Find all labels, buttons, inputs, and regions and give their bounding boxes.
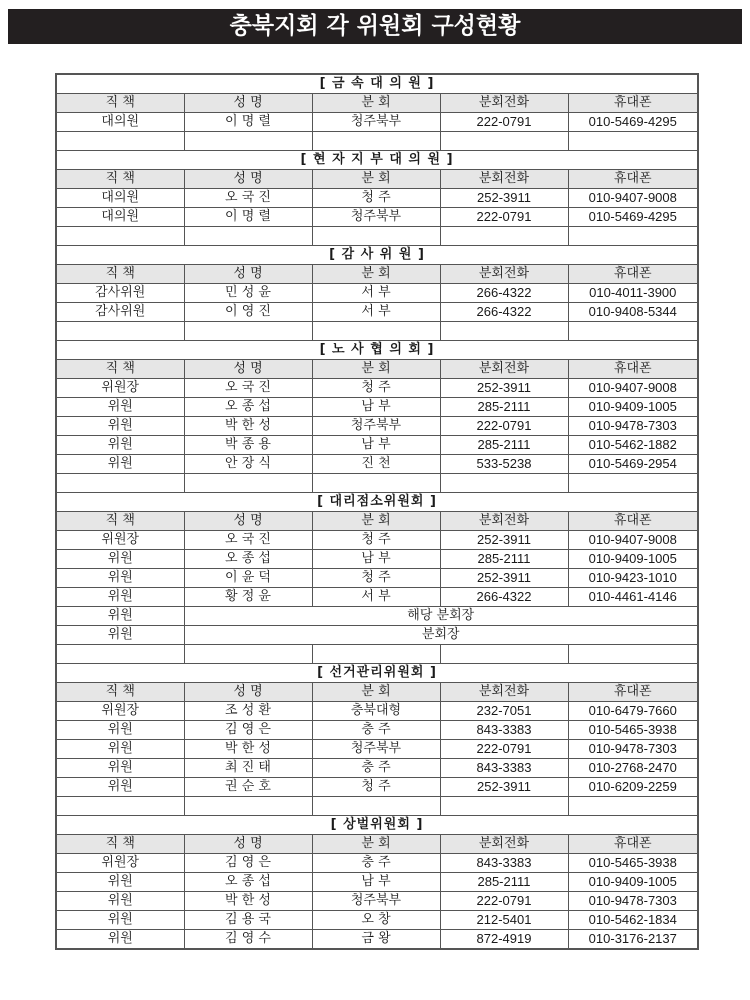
blank-row bbox=[56, 132, 698, 151]
cell-name: 이 명 렬 bbox=[184, 208, 312, 227]
table-row bbox=[56, 930, 698, 950]
cell-mobile: 010-3176-2137 bbox=[568, 930, 698, 950]
cell-branch: 청 주 bbox=[312, 379, 440, 398]
cell-branch-phone: 222-0791 bbox=[440, 208, 568, 227]
cell-mobile: 010-9409-1005 bbox=[568, 550, 698, 569]
cell-branch-phone: 285-2111 bbox=[440, 398, 568, 417]
table-row bbox=[56, 531, 698, 550]
table-row bbox=[56, 759, 698, 778]
blank-cell bbox=[312, 227, 440, 246]
cell-branch-phone: 252-3911 bbox=[440, 531, 568, 550]
cell-name: 오 국 진 bbox=[184, 379, 312, 398]
column-header-name: 성 명 bbox=[184, 360, 312, 379]
cell-name: 오 국 진 bbox=[184, 531, 312, 550]
column-header-mobile: 휴대폰 bbox=[568, 94, 698, 113]
cell-name: 오 종 섭 bbox=[184, 550, 312, 569]
blank-cell bbox=[184, 227, 312, 246]
cell-branch-phone: 843-3383 bbox=[440, 854, 568, 873]
blank-cell bbox=[56, 227, 184, 246]
column-header-name: 성 명 bbox=[184, 835, 312, 854]
table-row bbox=[56, 854, 698, 873]
column-header-position: 직 책 bbox=[56, 512, 184, 531]
cell-mobile: 010-9478-7303 bbox=[568, 740, 698, 759]
column-header-branch-phone: 분회전화 bbox=[440, 170, 568, 189]
cell-branch: 청주북부 bbox=[312, 417, 440, 436]
cell-merged-note: 해당 분회장 bbox=[184, 607, 698, 626]
cell-position: 위원장 bbox=[56, 702, 184, 721]
cell-branch-phone: 266-4322 bbox=[440, 588, 568, 607]
blank-cell bbox=[440, 227, 568, 246]
cell-position: 위원 bbox=[56, 740, 184, 759]
cell-branch-phone: 222-0791 bbox=[440, 892, 568, 911]
section-title: [ 대리점소위원회 ] bbox=[56, 493, 698, 512]
section-title-row bbox=[56, 493, 698, 512]
cell-position: 위원 bbox=[56, 417, 184, 436]
cell-branch-phone: 222-0791 bbox=[440, 417, 568, 436]
cell-name: 김 영 수 bbox=[184, 930, 312, 950]
section-title: [ 선거관리위원회 ] bbox=[56, 664, 698, 683]
blank-cell bbox=[312, 474, 440, 493]
table-row bbox=[56, 588, 698, 607]
column-header-branch-phone: 분회전화 bbox=[440, 683, 568, 702]
blank-row bbox=[56, 322, 698, 341]
column-header-branch-phone: 분회전화 bbox=[440, 360, 568, 379]
section-title-row bbox=[56, 816, 698, 835]
column-header-name: 성 명 bbox=[184, 512, 312, 531]
section-title: [ 노 사 협 의 회 ] bbox=[56, 341, 698, 360]
blank-cell bbox=[56, 322, 184, 341]
cell-name: 박 한 성 bbox=[184, 740, 312, 759]
cell-name: 이 윤 덕 bbox=[184, 569, 312, 588]
cell-branch: 충 주 bbox=[312, 854, 440, 873]
table-row bbox=[56, 113, 698, 132]
column-header-name: 성 명 bbox=[184, 94, 312, 113]
cell-mobile: 010-5469-4295 bbox=[568, 113, 698, 132]
blank-cell bbox=[440, 132, 568, 151]
cell-mobile: 010-6209-2259 bbox=[568, 778, 698, 797]
cell-mobile: 010-5465-3938 bbox=[568, 721, 698, 740]
cell-name: 최 진 태 bbox=[184, 759, 312, 778]
column-header-row bbox=[56, 835, 698, 854]
blank-row bbox=[56, 474, 698, 493]
table-row bbox=[56, 721, 698, 740]
cell-name: 김 영 은 bbox=[184, 854, 312, 873]
cell-mobile: 010-5469-2954 bbox=[568, 455, 698, 474]
table-row bbox=[56, 911, 698, 930]
cell-position: 위원 bbox=[56, 569, 184, 588]
blank-cell bbox=[56, 132, 184, 151]
column-header-row bbox=[56, 683, 698, 702]
column-header-name: 성 명 bbox=[184, 170, 312, 189]
cell-position: 위원 bbox=[56, 398, 184, 417]
blank-cell bbox=[312, 322, 440, 341]
blank-cell bbox=[56, 797, 184, 816]
cell-branch: 청 주 bbox=[312, 778, 440, 797]
column-header-name: 성 명 bbox=[184, 265, 312, 284]
cell-branch: 청주북부 bbox=[312, 113, 440, 132]
cell-position: 위원 bbox=[56, 436, 184, 455]
column-header-name: 성 명 bbox=[184, 683, 312, 702]
cell-branch: 청주북부 bbox=[312, 208, 440, 227]
cell-name: 조 성 환 bbox=[184, 702, 312, 721]
column-header-mobile: 휴대폰 bbox=[568, 265, 698, 284]
column-header-row bbox=[56, 265, 698, 284]
cell-branch: 남 부 bbox=[312, 550, 440, 569]
cell-branch-phone: 222-0791 bbox=[440, 113, 568, 132]
table-row bbox=[56, 379, 698, 398]
cell-branch-phone: 266-4322 bbox=[440, 303, 568, 322]
blank-cell bbox=[184, 645, 312, 664]
cell-mobile: 010-9407-9008 bbox=[568, 379, 698, 398]
table-row bbox=[56, 550, 698, 569]
blank-row bbox=[56, 645, 698, 664]
cell-branch-phone: 872-4919 bbox=[440, 930, 568, 950]
column-header-mobile: 휴대폰 bbox=[568, 360, 698, 379]
cell-branch: 남 부 bbox=[312, 398, 440, 417]
section-title-row bbox=[56, 341, 698, 360]
cell-branch-phone: 533-5238 bbox=[440, 455, 568, 474]
column-header-branch: 분 회 bbox=[312, 170, 440, 189]
column-header-branch: 분 회 bbox=[312, 683, 440, 702]
cell-mobile: 010-5465-3938 bbox=[568, 854, 698, 873]
cell-mobile: 010-5462-1834 bbox=[568, 911, 698, 930]
cell-mobile: 010-5469-4295 bbox=[568, 208, 698, 227]
cell-name: 이 명 렬 bbox=[184, 113, 312, 132]
cell-position: 대의원 bbox=[56, 113, 184, 132]
table-row bbox=[56, 892, 698, 911]
cell-position: 위원 bbox=[56, 455, 184, 474]
cell-branch: 충 주 bbox=[312, 759, 440, 778]
cell-merged-note: 분회장 bbox=[184, 626, 698, 645]
column-header-mobile: 휴대폰 bbox=[568, 683, 698, 702]
blank-cell bbox=[312, 797, 440, 816]
cell-branch: 서 부 bbox=[312, 303, 440, 322]
table-row bbox=[56, 740, 698, 759]
cell-name: 오 종 섭 bbox=[184, 873, 312, 892]
blank-cell bbox=[440, 474, 568, 493]
cell-mobile: 010-9478-7303 bbox=[568, 417, 698, 436]
cell-mobile: 010-9407-9008 bbox=[568, 189, 698, 208]
blank-row bbox=[56, 797, 698, 816]
cell-branch: 청주북부 bbox=[312, 892, 440, 911]
cell-branch-phone: 252-3911 bbox=[440, 379, 568, 398]
column-header-mobile: 휴대폰 bbox=[568, 170, 698, 189]
column-header-row bbox=[56, 512, 698, 531]
blank-cell bbox=[312, 645, 440, 664]
cell-branch: 금 왕 bbox=[312, 930, 440, 950]
column-header-position: 직 책 bbox=[56, 170, 184, 189]
section-title-row bbox=[56, 246, 698, 265]
cell-position: 감사위원 bbox=[56, 303, 184, 322]
blank-cell bbox=[440, 797, 568, 816]
cell-branch-phone: 843-3383 bbox=[440, 759, 568, 778]
cell-mobile: 010-2768-2470 bbox=[568, 759, 698, 778]
cell-mobile: 010-9478-7303 bbox=[568, 892, 698, 911]
cell-position: 위원 bbox=[56, 607, 184, 626]
cell-position: 위원 bbox=[56, 873, 184, 892]
column-header-branch-phone: 분회전화 bbox=[440, 835, 568, 854]
section-title: [ 현 자 지 부 대 의 원 ] bbox=[56, 151, 698, 170]
section-title: [ 금 속 대 의 원 ] bbox=[56, 74, 698, 94]
column-header-mobile: 휴대폰 bbox=[568, 835, 698, 854]
cell-mobile: 010-9423-1010 bbox=[568, 569, 698, 588]
table-row bbox=[56, 778, 698, 797]
cell-branch: 서 부 bbox=[312, 588, 440, 607]
table-row bbox=[56, 436, 698, 455]
cell-name: 오 국 진 bbox=[184, 189, 312, 208]
cell-mobile: 010-4011-3900 bbox=[568, 284, 698, 303]
cell-branch-phone: 252-3911 bbox=[440, 189, 568, 208]
cell-branch: 청 주 bbox=[312, 189, 440, 208]
cell-branch-phone: 285-2111 bbox=[440, 550, 568, 569]
cell-branch-phone: 285-2111 bbox=[440, 873, 568, 892]
blank-cell bbox=[184, 797, 312, 816]
cell-position: 위원 bbox=[56, 778, 184, 797]
cell-branch-phone: 252-3911 bbox=[440, 569, 568, 588]
section-title: [ 감 사 위 원 ] bbox=[56, 246, 698, 265]
blank-cell bbox=[184, 322, 312, 341]
blank-cell bbox=[568, 645, 698, 664]
blank-cell bbox=[312, 132, 440, 151]
cell-name: 이 영 진 bbox=[184, 303, 312, 322]
cell-position: 위원 bbox=[56, 892, 184, 911]
cell-branch: 오 창 bbox=[312, 911, 440, 930]
cell-name: 권 순 호 bbox=[184, 778, 312, 797]
cell-position: 감사위원 bbox=[56, 284, 184, 303]
cell-position: 대의원 bbox=[56, 208, 184, 227]
column-header-branch-phone: 분회전화 bbox=[440, 512, 568, 531]
blank-cell bbox=[56, 474, 184, 493]
column-header-row bbox=[56, 360, 698, 379]
cell-position: 위원 bbox=[56, 911, 184, 930]
table-row bbox=[56, 303, 698, 322]
cell-branch-phone: 232-7051 bbox=[440, 702, 568, 721]
page-title: 충북지회 각 위원회 구성현황 bbox=[8, 9, 742, 44]
table-row-merged bbox=[56, 607, 698, 626]
cell-mobile: 010-9409-1005 bbox=[568, 873, 698, 892]
cell-mobile: 010-6479-7660 bbox=[568, 702, 698, 721]
cell-mobile: 010-9407-9008 bbox=[568, 531, 698, 550]
column-header-branch: 분 회 bbox=[312, 835, 440, 854]
cell-position: 위원장 bbox=[56, 379, 184, 398]
table-row bbox=[56, 417, 698, 436]
table-row-merged bbox=[56, 626, 698, 645]
blank-cell bbox=[440, 645, 568, 664]
blank-cell bbox=[184, 132, 312, 151]
cell-branch: 충북대형 bbox=[312, 702, 440, 721]
cell-name: 민 성 윤 bbox=[184, 284, 312, 303]
blank-cell bbox=[568, 474, 698, 493]
blank-row bbox=[56, 227, 698, 246]
cell-mobile: 010-4461-4146 bbox=[568, 588, 698, 607]
column-header-branch: 분 회 bbox=[312, 265, 440, 284]
cell-position: 위원장 bbox=[56, 854, 184, 873]
section-title-row bbox=[56, 664, 698, 683]
cell-position: 위원장 bbox=[56, 531, 184, 550]
table-row bbox=[56, 455, 698, 474]
cell-mobile: 010-5462-1882 bbox=[568, 436, 698, 455]
cell-name: 박 종 용 bbox=[184, 436, 312, 455]
cell-branch: 청주북부 bbox=[312, 740, 440, 759]
cell-position: 위원 bbox=[56, 930, 184, 950]
column-header-branch: 분 회 bbox=[312, 360, 440, 379]
blank-cell bbox=[568, 797, 698, 816]
cell-branch-phone: 212-5401 bbox=[440, 911, 568, 930]
column-header-row bbox=[56, 94, 698, 113]
column-header-position: 직 책 bbox=[56, 683, 184, 702]
cell-branch-phone: 843-3383 bbox=[440, 721, 568, 740]
table-row bbox=[56, 398, 698, 417]
blank-cell bbox=[568, 132, 698, 151]
section-title: [ 상벌위원회 ] bbox=[56, 816, 698, 835]
cell-mobile: 010-9409-1005 bbox=[568, 398, 698, 417]
cell-name: 박 한 성 bbox=[184, 892, 312, 911]
column-header-branch-phone: 분회전화 bbox=[440, 94, 568, 113]
cell-branch: 충 주 bbox=[312, 721, 440, 740]
cell-position: 위원 bbox=[56, 588, 184, 607]
cell-branch: 남 부 bbox=[312, 436, 440, 455]
table-row bbox=[56, 284, 698, 303]
cell-branch: 진 천 bbox=[312, 455, 440, 474]
table-row bbox=[56, 702, 698, 721]
cell-branch-phone: 285-2111 bbox=[440, 436, 568, 455]
blank-cell bbox=[184, 474, 312, 493]
table-row bbox=[56, 569, 698, 588]
column-header-branch: 분 회 bbox=[312, 512, 440, 531]
column-header-mobile: 휴대폰 bbox=[568, 512, 698, 531]
cell-name: 오 종 섭 bbox=[184, 398, 312, 417]
cell-branch: 남 부 bbox=[312, 873, 440, 892]
cell-name: 황 정 윤 bbox=[184, 588, 312, 607]
cell-position: 위원 bbox=[56, 759, 184, 778]
cell-mobile: 010-9408-5344 bbox=[568, 303, 698, 322]
cell-name: 김 영 은 bbox=[184, 721, 312, 740]
column-header-position: 직 책 bbox=[56, 265, 184, 284]
cell-branch: 청 주 bbox=[312, 569, 440, 588]
cell-branch: 청 주 bbox=[312, 531, 440, 550]
cell-position: 위원 bbox=[56, 550, 184, 569]
cell-position: 대의원 bbox=[56, 189, 184, 208]
column-header-position: 직 책 bbox=[56, 835, 184, 854]
blank-cell bbox=[568, 227, 698, 246]
blank-cell bbox=[568, 322, 698, 341]
cell-branch-phone: 266-4322 bbox=[440, 284, 568, 303]
cell-branch-phone: 222-0791 bbox=[440, 740, 568, 759]
cell-name: 박 한 성 bbox=[184, 417, 312, 436]
column-header-row bbox=[56, 170, 698, 189]
cell-branch-phone: 252-3911 bbox=[440, 778, 568, 797]
table-row bbox=[56, 208, 698, 227]
column-header-position: 직 책 bbox=[56, 94, 184, 113]
blank-cell bbox=[56, 645, 184, 664]
committee-roster-table bbox=[55, 73, 699, 950]
roster-body bbox=[56, 74, 698, 949]
table-row bbox=[56, 873, 698, 892]
cell-position: 위원 bbox=[56, 626, 184, 645]
column-header-position: 직 책 bbox=[56, 360, 184, 379]
cell-name: 김 용 국 bbox=[184, 911, 312, 930]
column-header-branch: 분 회 bbox=[312, 94, 440, 113]
table-row bbox=[56, 189, 698, 208]
cell-name: 안 장 식 bbox=[184, 455, 312, 474]
section-title-row bbox=[56, 151, 698, 170]
cell-position: 위원 bbox=[56, 721, 184, 740]
cell-branch: 서 부 bbox=[312, 284, 440, 303]
section-title-row bbox=[56, 74, 698, 94]
blank-cell bbox=[440, 322, 568, 341]
column-header-branch-phone: 분회전화 bbox=[440, 265, 568, 284]
